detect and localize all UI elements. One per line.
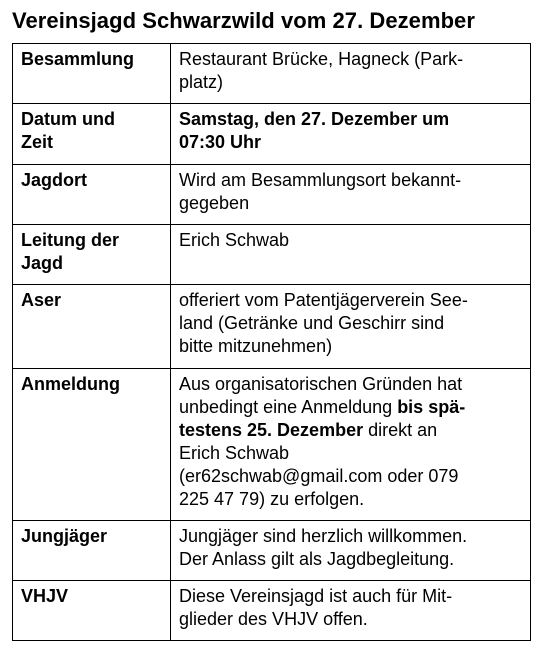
row-value: [171, 104, 531, 165]
value-line: Diese Vereinsjagd ist auch für Mit-: [179, 586, 453, 606]
value-line: bitte mitzunehmen): [179, 336, 333, 356]
table-row-vhjv: [13, 581, 531, 641]
value-line: Samstag, den 27. Dezember um: [179, 109, 450, 129]
row-label: Anmeldung: [13, 369, 171, 521]
value-line: Der Anlass gilt als Jagdbegleitung.: [179, 549, 455, 569]
value-line: glieder des VHJV offen.: [179, 609, 368, 629]
row-label: [13, 104, 171, 165]
table-row-jungjaeger: [13, 521, 531, 581]
row-label: Besammlung: [13, 44, 171, 104]
label-line: Leitung der: [21, 230, 119, 250]
label-line: Jagd: [21, 253, 64, 273]
row-label: Jungjäger: [13, 521, 171, 581]
row-label: Aser: [13, 285, 171, 369]
row-value: [171, 581, 531, 641]
value-line: [179, 396, 522, 419]
value-line: 225 47 79) zu erfolgen.: [179, 489, 365, 509]
table-row-leitung: [13, 225, 531, 285]
value-text: direkt an: [363, 420, 438, 440]
value-line: Restaurant Brücke, Hagneck (Park-: [179, 49, 464, 69]
row-value: [171, 285, 531, 369]
row-value: [171, 44, 531, 104]
value-line: Aus organisatorischen Gründen hat: [179, 374, 463, 394]
value-text: unbedingt eine Anmeldung: [179, 397, 398, 417]
value-emphasis: testens 25. Dezember: [179, 420, 364, 440]
value-emphasis: bis spä-: [397, 397, 466, 417]
row-label: VHJV: [13, 581, 171, 641]
table-row-jagdort: [13, 165, 531, 225]
value-line: Jungjäger sind herzlich willkommen.: [179, 526, 468, 546]
row-value: [171, 369, 531, 521]
value-line: [179, 419, 522, 442]
value-line: (er62schwab@gmail.com oder 079: [179, 466, 459, 486]
table-row-aser: [13, 285, 531, 369]
row-label: Jagdort: [13, 165, 171, 225]
value-line: land (Getränke und Geschirr sind: [179, 313, 445, 333]
table-row-datum: [13, 104, 531, 165]
row-value: [171, 521, 531, 581]
row-value: [171, 165, 531, 225]
label-line: Zeit: [21, 132, 54, 152]
label-line: Datum und: [21, 109, 115, 129]
value-line: Erich Schwab: [179, 443, 290, 463]
document-title: Vereinsjagd Schwarzwild vom 27. Dezember: [12, 8, 475, 33]
table-row-besammlung: [13, 44, 531, 104]
row-value: Erich Schwab: [171, 225, 531, 285]
value-line: 07:30 Uhr: [179, 132, 262, 152]
value-line: Wird am Besammlungsort bekannt-: [179, 170, 462, 190]
value-line: platz): [179, 72, 224, 92]
row-label: [13, 225, 171, 285]
value-line: offeriert vom Patentjägerverein See-: [179, 290, 468, 310]
value-line: gegeben: [179, 193, 250, 213]
event-info-table: [12, 43, 531, 641]
table-row-anmeldung: [13, 369, 531, 521]
